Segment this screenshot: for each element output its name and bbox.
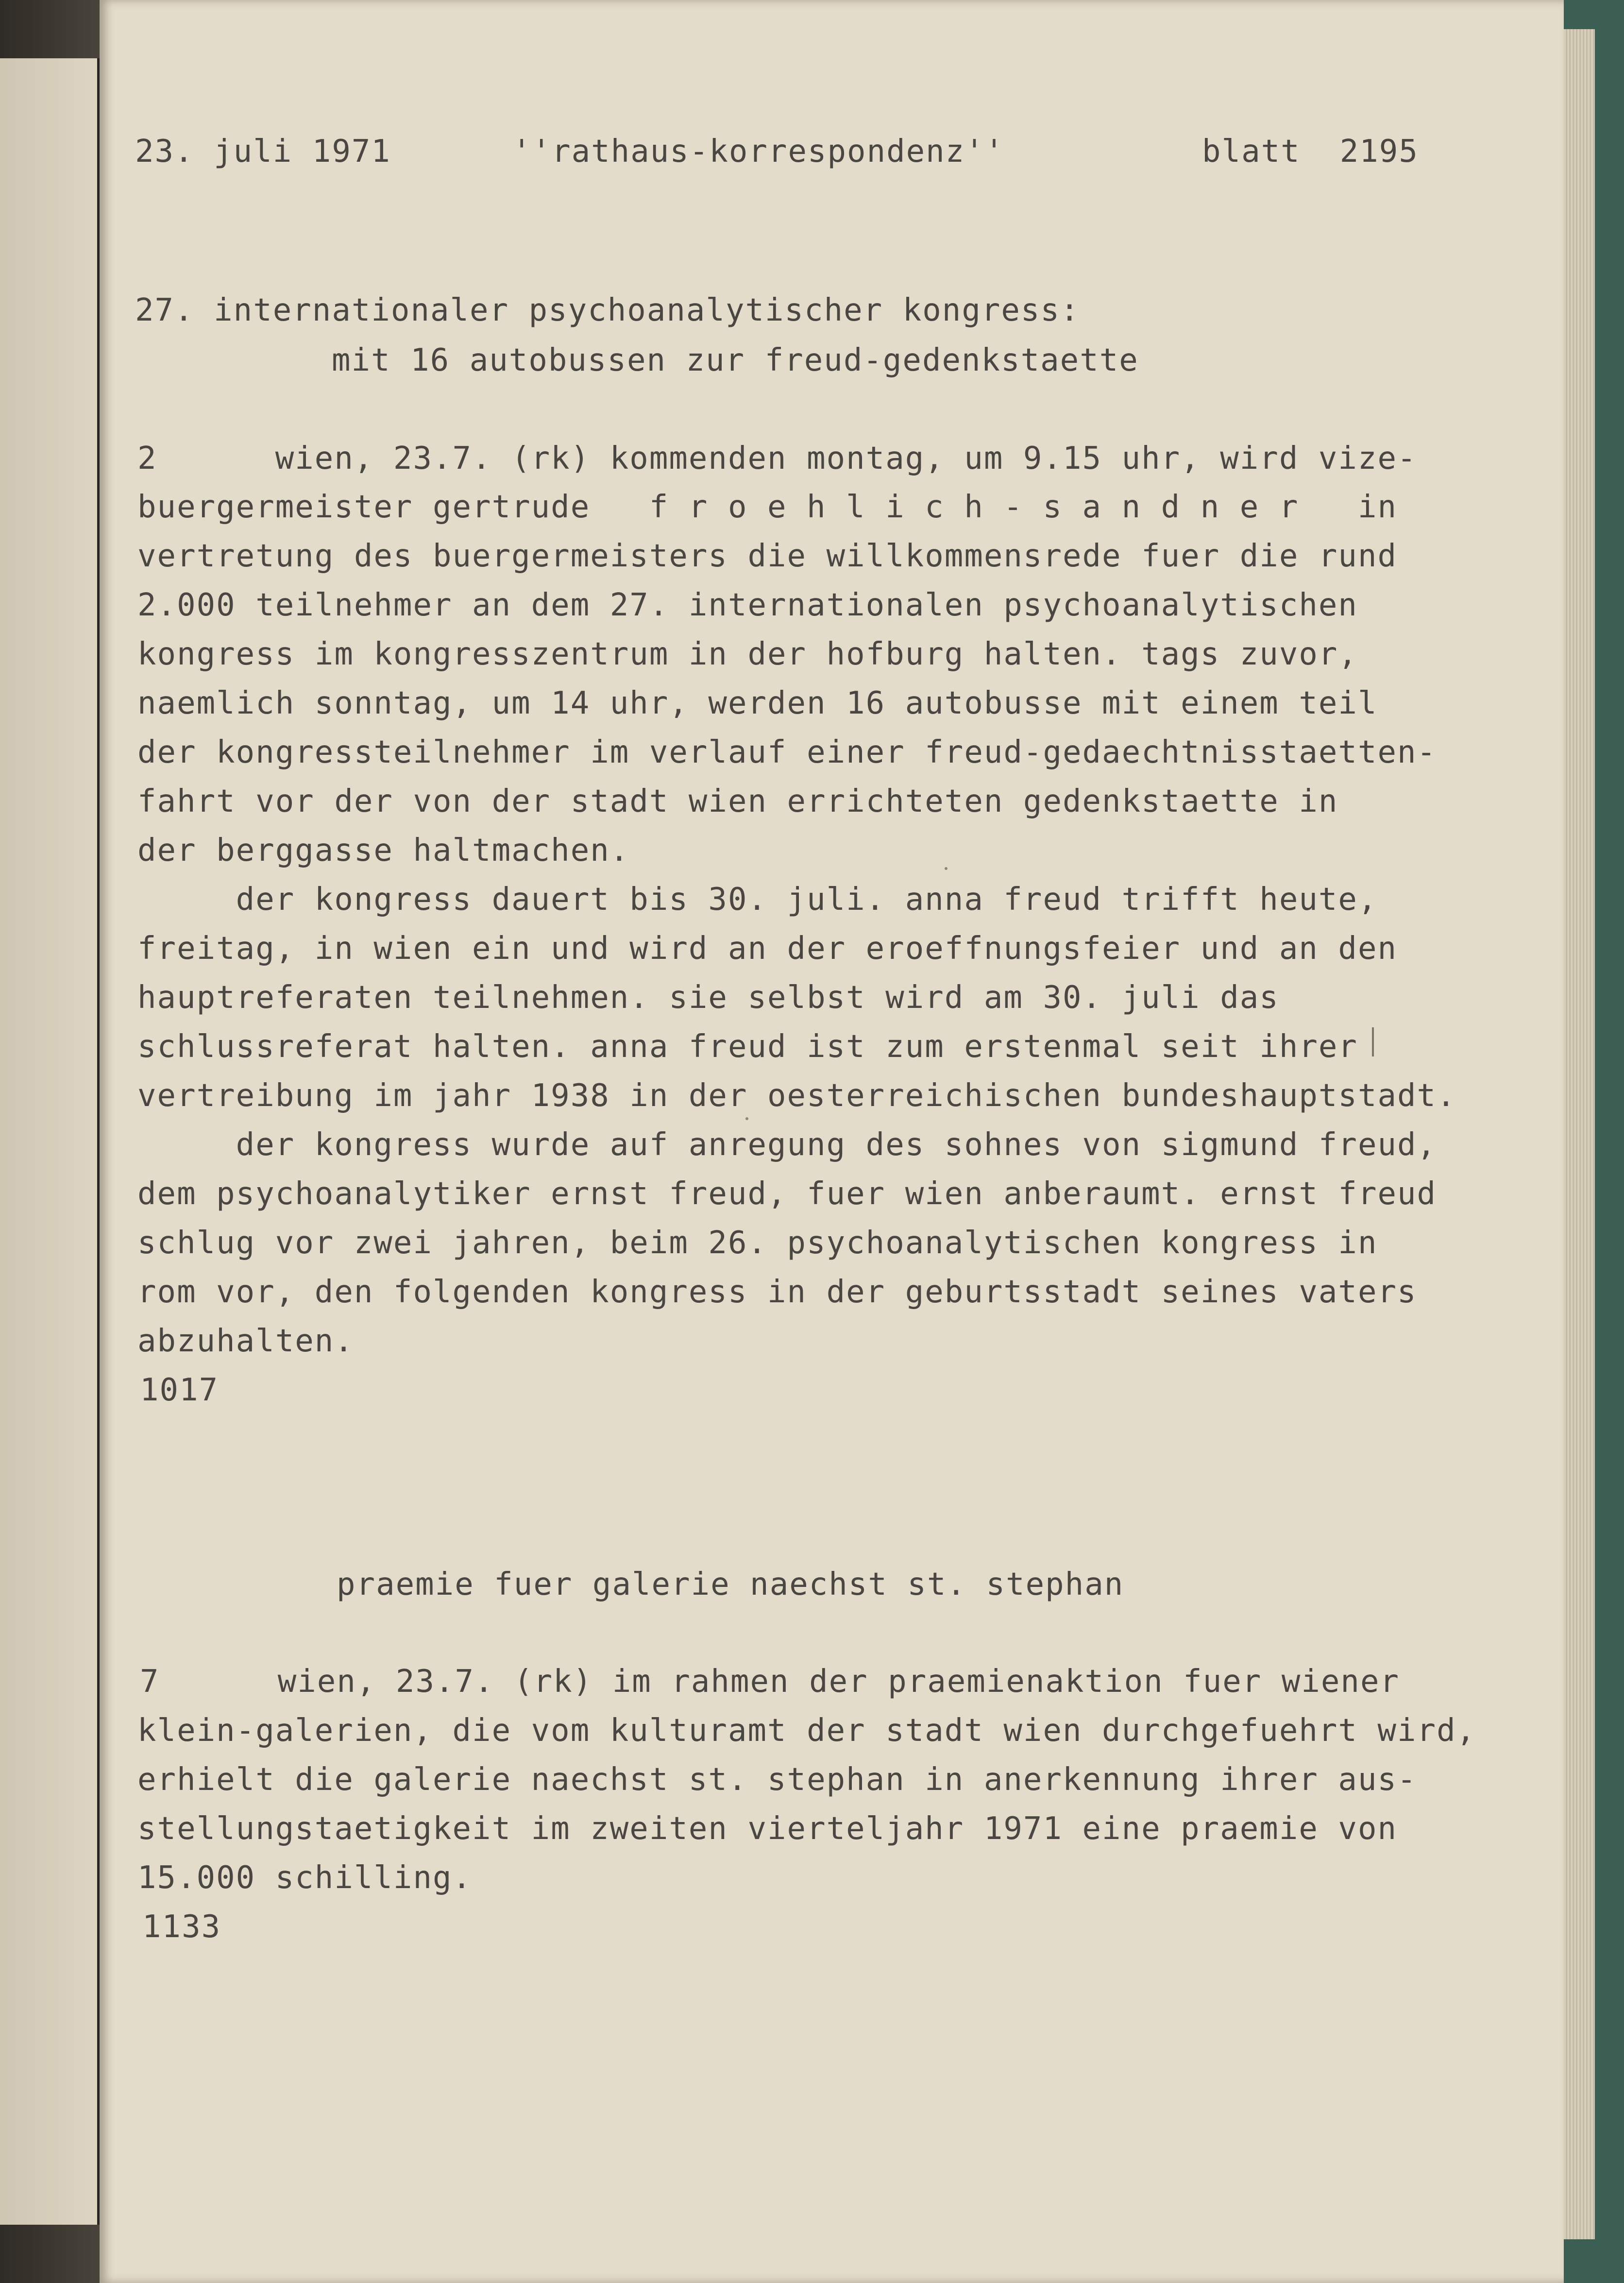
header-date: 23. juli 1971: [135, 134, 391, 170]
article1-body-line: dem psychoanalytiker ernst freud, fuer wien anberaumt. ernst freud: [137, 1176, 1437, 1212]
paper-speck: [945, 867, 947, 870]
article1-body-line: 2.000 teilnehmer an dem 27. internationalen psychoanalytischen: [137, 587, 1358, 623]
article1-body-line: vertreibung im jahr 1938 in der oesterreichischen bundeshauptstadt.: [137, 1078, 1456, 1114]
article2-body-line: erhielt die galerie naechst st. stephan in anerkennung ihrer aus-: [137, 1762, 1417, 1798]
article1-code: 1017: [140, 1372, 219, 1408]
previous-page-edge: [0, 58, 100, 2225]
header-publication: ''rathaus-korrespondenz'': [512, 134, 1005, 170]
article2-title: praemie fuer galerie naechst st. stephan: [337, 1567, 1124, 1602]
header-sheet-number: blatt 2195: [1202, 134, 1419, 170]
article1-title-line1: 27. internationaler psychoanalytischer kongress:: [135, 292, 1080, 328]
article1-body-line: naemlich sonntag, um 14 uhr, werden 16 autobusse mit einem teil: [137, 685, 1378, 721]
article2-body-line: 7 wien, 23.7. (rk) im rahmen der praemienaktion fuer wiener: [140, 1664, 1400, 1700]
article1-body-line: 2 wien, 23.7. (rk) kommenden montag, um 9.15 uhr, wird vize-: [137, 441, 1417, 477]
article1-body-line: abzuhalten.: [137, 1323, 354, 1359]
article1-body-line: freitag, in wien ein und wird an der eroeffnungsfeier und an den: [137, 931, 1397, 967]
article2-body-line: stellungstaetigkeit im zweiten vierteljahr 1971 eine praemie von: [137, 1811, 1397, 1847]
page-text: [100, 0, 1564, 2283]
article1-body-line: der kongressteilnehmer im verlauf einer freud-gedaechtnisstaetten-: [137, 734, 1437, 770]
article1-body-line: der berggasse haltmachen.: [137, 833, 630, 869]
article1-body-line: schlug vor zwei jahren, beim 26. psychoanalytischen kongress in: [137, 1225, 1378, 1261]
article1-body-line: hauptreferaten teilnehmen. sie selbst wird am 30. juli das: [137, 980, 1279, 1016]
article1-body-line: rom vor, den folgenden kongress in der geburtsstadt seines vaters: [137, 1274, 1417, 1310]
article1-body-line: fahrt vor der von der stadt wien errichteten gedenkstaette in: [137, 784, 1338, 819]
article2-body-line: klein-galerien, die vom kulturamt der stadt wien durchgefuehrt wird,: [137, 1713, 1476, 1749]
pencil-mark: [1372, 1027, 1374, 1056]
article2-code: 1133: [142, 1909, 221, 1945]
article1-body-line: der kongress dauert bis 30. juli. anna freud trifft heute,: [137, 882, 1378, 918]
article1-body-line: der kongress wurde auf anregung des sohnes von sigmund freud,: [137, 1127, 1437, 1163]
article1-title-line2: mit 16 autobussen zur freud-gedenkstaette: [332, 342, 1139, 378]
article2-body-line: 15.000 schilling.: [137, 1860, 473, 1896]
article1-body-line: buergermeister gertrude f r o e h l i c h - s a n d n e r in: [137, 489, 1397, 525]
article1-body-line: vertretung des buergermeisters die willkommensrede fuer die rund: [137, 538, 1397, 574]
article1-body-line: schlussreferat halten. anna freud ist zum erstenmal seit ihrer: [137, 1029, 1358, 1065]
article1-body-line: kongress im kongresszentrum in der hofburg halten. tags zuvor,: [137, 636, 1358, 672]
paper-speck: [745, 1117, 748, 1120]
document-page: [100, 0, 1564, 2283]
